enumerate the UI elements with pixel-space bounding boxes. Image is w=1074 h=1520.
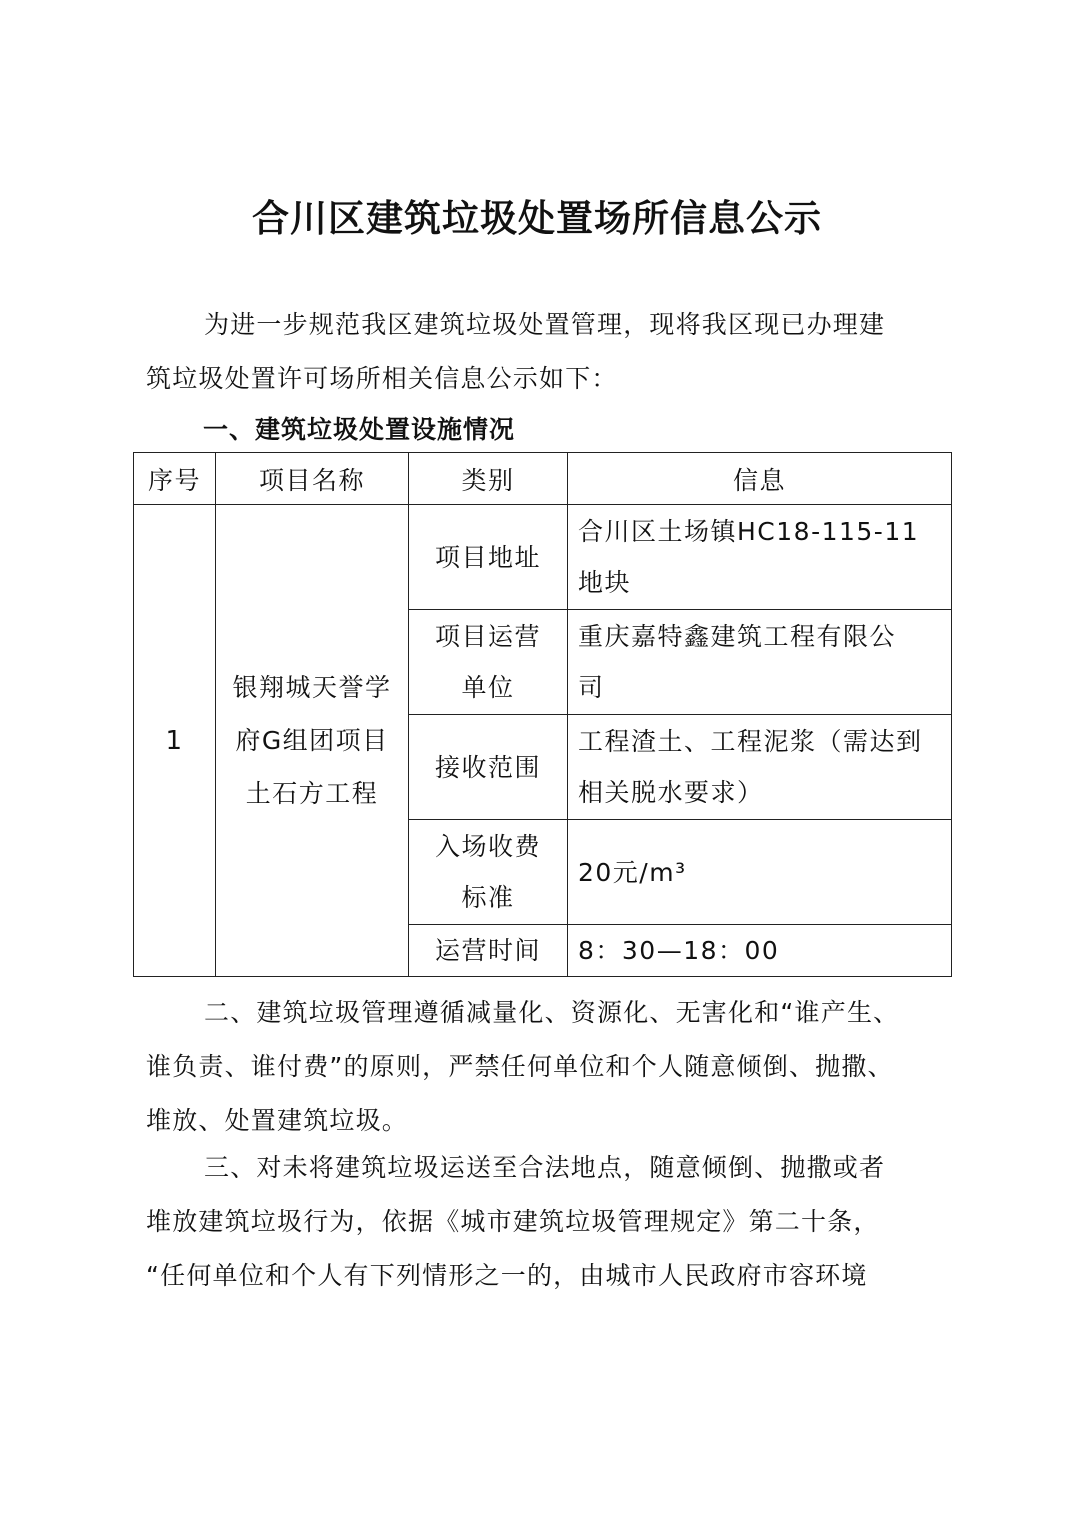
table-row [134,505,952,610]
category-label: 项目运营 [434,622,541,651]
project-name-line: 银翔城天誉学 [232,673,392,702]
category-scope [409,715,568,820]
section-1-heading: 一、建筑垃圾处置设施情况 [203,415,516,444]
section-3-paragraph [146,1141,946,1303]
row-index: 1 [134,505,216,977]
value-line: 合川区土场镇HC18-115-11 [578,517,920,546]
value-hours [568,925,952,977]
section-2-line: 谁负责、谁付费”的原则，严禁任何单位和个人随意倾倒、抛撒、 [146,1052,894,1081]
category-label: 运营时间 [434,936,541,965]
value-line: 相关脱水要求） [578,778,764,807]
value-fee [568,820,952,925]
category-label: 标准 [461,883,515,912]
document-title: 合川区建筑垃圾处置场所信息公示 [252,196,822,240]
value-line: 重庆嘉特鑫建筑工程有限公 [578,622,897,651]
category-address [409,505,568,610]
value-operator [568,610,952,715]
section-2-paragraph [146,986,946,1148]
header-info: 信息 [568,453,952,505]
value-line: 工程渣土、工程泥浆（需达到 [578,727,923,756]
value-line: 20元/m³ [578,857,687,887]
category-label: 接收范围 [434,752,541,782]
section-2-line: 堆放、处置建筑垃圾。 [146,1106,409,1135]
value-line: 地块 [578,568,632,597]
header-category: 类别 [409,453,568,505]
header-name: 项目名称 [216,453,409,505]
project-name-line: 土石方工程 [245,779,379,808]
table-header-row [134,453,952,505]
facility-table [133,452,952,977]
intro-line-2: 筑垃圾处置许可场所相关信息公示如下： [146,364,618,393]
section-3-line: 三、对未将建筑垃圾运送至合法地点，随意倾倒、抛撒或者 [204,1153,886,1182]
project-name [216,505,409,977]
category-fee [409,820,568,925]
header-index: 序号 [134,453,216,505]
intro-paragraph [146,298,946,406]
project-name-line: 府G组团项目 [235,726,389,755]
category-hours [409,925,568,977]
value-scope [568,715,952,820]
value-address [568,505,952,610]
category-label: 单位 [461,673,515,702]
intro-line-1: 为进一步规范我区建筑垃圾处置管理，现将我区现已办理建 [204,310,886,339]
category-label: 入场收费 [434,832,541,861]
value-line: 8：30—18：00 [578,936,780,965]
category-label: 项目地址 [434,542,541,572]
category-operator [409,610,568,715]
section-2-line: 二、建筑垃圾管理遵循减量化、资源化、无害化和“谁产生、 [204,998,900,1027]
section-3-line: 堆放建筑垃圾行为，依据《城市建筑垃圾管理规定》第二十条， [146,1207,880,1236]
value-line: 司 [578,673,605,702]
section-3-line: “任何单位和个人有下列情形之一的，由城市人民政府市容环境 [146,1261,868,1290]
